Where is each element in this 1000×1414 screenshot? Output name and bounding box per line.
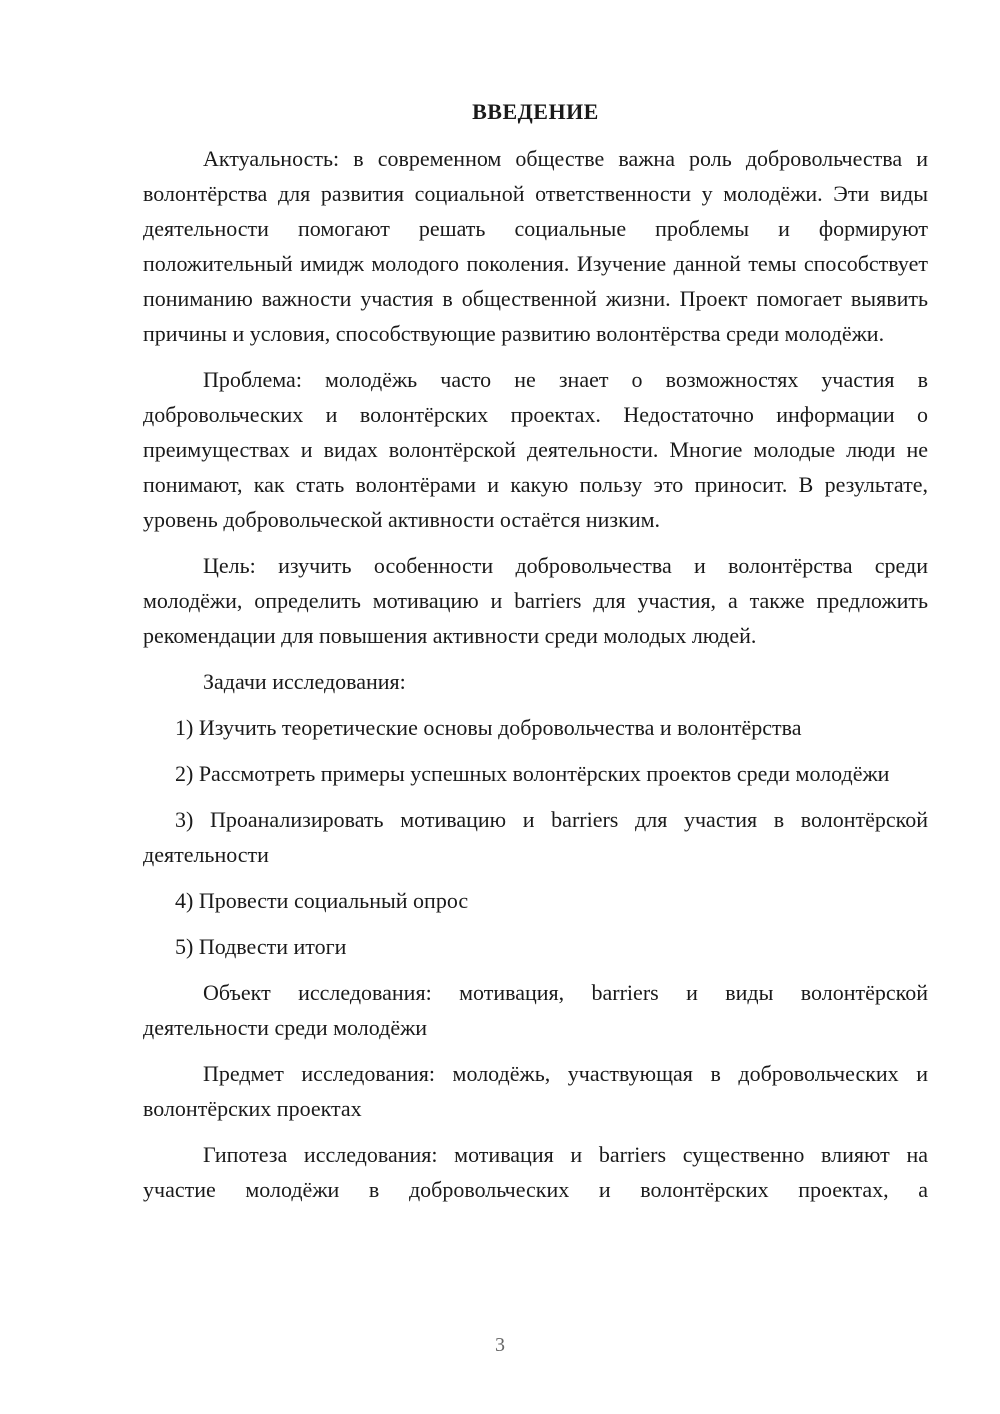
paragraph-goal: Цель: изучить особенности добровольчества и волонтёрства среди молодёжи, определить мотивацию и barriers для участия, а также предложить рекомендации для повышения активности среди молодых людей. — [143, 553, 928, 648]
task-item-2: 2) Рассмотреть примеры успешных волонтёрских проектов среди молодёжи — [175, 761, 890, 786]
paragraph-subject: Предмет исследования: молодёжь, участвующая в добровольческих и волонтёрских проектах — [143, 1061, 928, 1121]
tasks-heading: Задачи исследования: — [203, 669, 406, 694]
task-item-4: 4) Провести социальный опрос — [175, 888, 469, 913]
paragraph-relevance: Актуальность: в современном обществе важна роль добровольчества и волонтёрства для развития социальной ответственности у молодёжи. Эти виды деятельности помогают решать социальные проблемы и формируют положительный имидж молодого поколения. Изучение данной темы способствует пониманию важности участия в общественной жизни. Проект помогает выявить причины и условия, способствующие развитию волонтёрства среди молодёжи. — [143, 146, 928, 346]
paragraph-problem: Проблема: молодёжь часто не знает о возможностях участия в добровольческих и волонтёрских проектах. Недостаточно информации о преимуществах и видах волонтёрской деятельности. Многие молодые люди не понимают, как стать волонтёрами и какую пользу это приносит. В результате, уровень добровольческой активности остаётся низким. — [143, 367, 928, 532]
page-content — [143, 94, 928, 1218]
paragraph-hypothesis: Гипотеза исследования: мотивация и barriers существенно влияют на участие молодёжи в добровольческих и волонтёрских проектах, а — [143, 1142, 928, 1202]
task-item-1: 1) Изучить теоретические основы добровольчества и волонтёрства — [175, 715, 802, 740]
section-title: ВВЕДЕНИЕ — [472, 99, 599, 124]
paragraph-object: Объект исследования: мотивация, barriers и виды волонтёрской деятельности среди молодёжи — [143, 980, 928, 1040]
page-number: 3 — [495, 1334, 505, 1356]
task-item-3: 3) Проанализировать мотивацию и barriers для участия в волонтёрской деятельности — [143, 807, 928, 867]
task-item-5: 5) Подвести итоги — [175, 934, 347, 959]
